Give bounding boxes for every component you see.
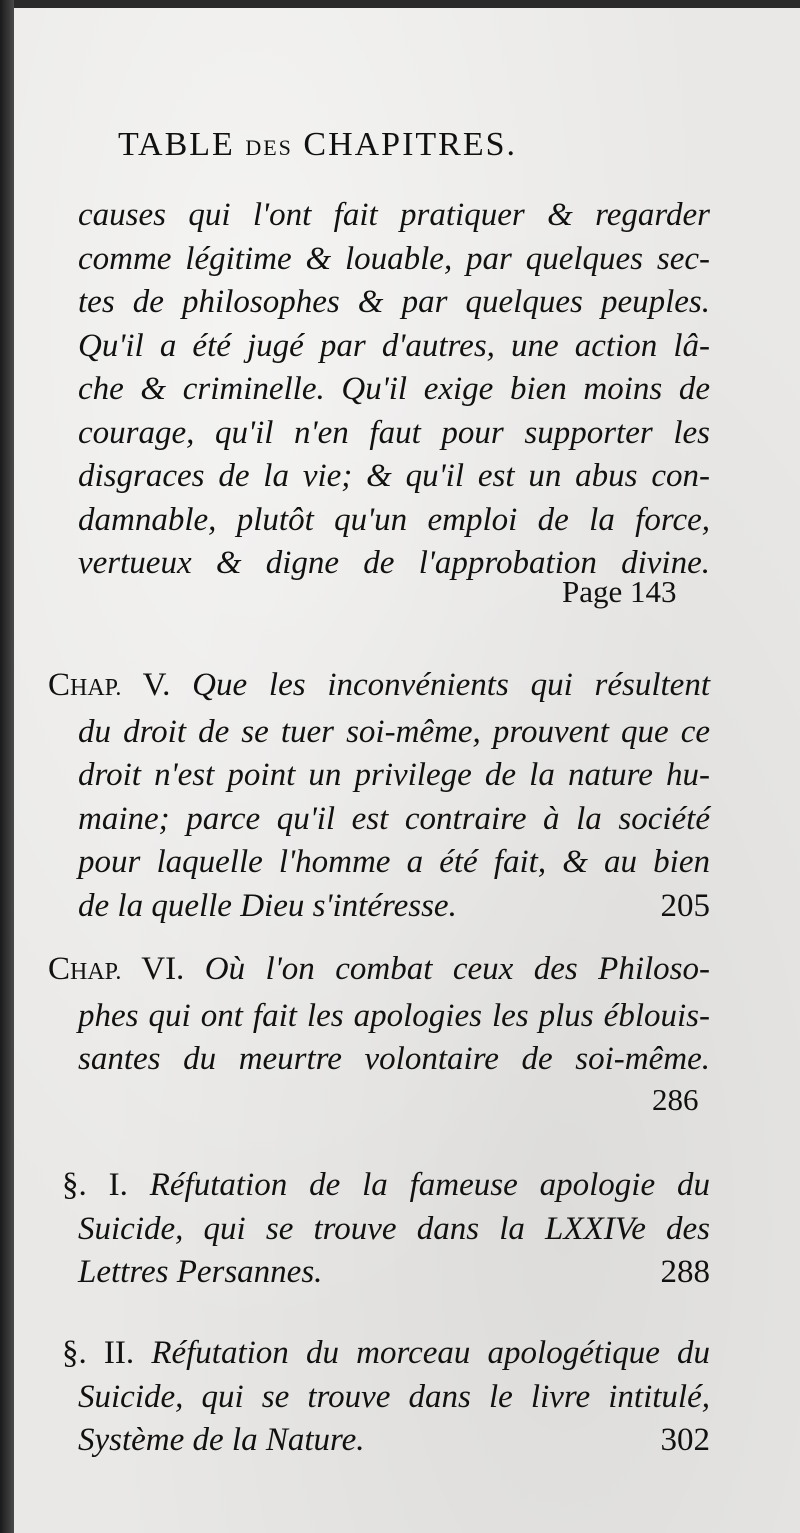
entry-line: Réfutation de la fameuse apologie du <box>149 1167 710 1203</box>
toc-entry-chap-vi <box>48 948 710 1082</box>
entry-line: che & criminelle. Qu'il exige bien moins de <box>78 371 710 407</box>
entry-line: comme légitime & louable, par quelques sec- <box>78 240 710 277</box>
page-reference: 286 <box>652 1082 699 1117</box>
section-label: §. II. <box>62 1335 135 1371</box>
book-page <box>14 8 800 1533</box>
toc-entry-section-ii <box>62 1332 710 1463</box>
entry-line: phes qui ont fait les apologies les plus éblouis- <box>78 997 710 1034</box>
entry-line: maine; parce qu'il est contraire à la société <box>78 800 710 837</box>
page-reference: 288 <box>660 1254 710 1290</box>
toc-entry-section-i <box>62 1164 710 1295</box>
entry-first-line <box>48 664 710 711</box>
entry-line: courage, qu'il n'en faut pour supporter les <box>78 414 710 451</box>
entry-line: vertueux & digne de l'approbation divine. <box>78 545 710 581</box>
entry-line: santes du meurtre volontaire de soi-même. <box>78 1041 710 1077</box>
page-reference: 302 <box>660 1422 710 1458</box>
entry-line: Où l'on combat ceux des Philoso- <box>204 951 710 987</box>
entry-line: Suicide, qui se trouve dans le livre intitulé, <box>78 1378 710 1415</box>
entry-line: du droit de se tuer soi-même, prouvent que ce <box>78 713 710 750</box>
chapter-label: CHAP. V. <box>48 667 171 703</box>
entry-line: Réfutation du morceau apologétique du <box>151 1335 711 1371</box>
page-reference: Page 143 <box>562 574 677 609</box>
page-reference: 205 <box>660 887 710 924</box>
section-label: §. I. <box>62 1167 128 1203</box>
header-chapitres: CHAPITRES. <box>303 126 518 163</box>
entry-line: tes de philosophes & par quelques peuples. <box>78 284 710 320</box>
entry-first-line <box>62 1332 710 1376</box>
entry-line: Qu'il a été jugé par d'autres, une action lâ- <box>78 327 710 364</box>
entry-line: causes qui l'ont fait pratiquer & regarder <box>78 197 710 233</box>
entry-line: disgraces de la vie; & qu'il est un abus con- <box>78 458 710 494</box>
entry-line: de la quelle Dieu s'intéresse. <box>78 887 457 924</box>
entry-line: Suicide, qui se trouve dans la LXXIVe des <box>78 1210 710 1247</box>
header-des: DES <box>245 135 293 160</box>
entry-line: droit n'est point un privilege de la nature hu- <box>78 757 710 793</box>
entry-line: Que les inconvénients qui résultent <box>192 667 711 703</box>
entry-line: damnable, plutôt qu'un emploi de la force, <box>78 501 710 538</box>
chapter-label: CHAP. VI. <box>48 951 185 987</box>
header-table: TABLE <box>118 126 235 163</box>
entry-line: pour laquelle l'homme a été fait, & au bien <box>78 844 710 880</box>
running-header <box>118 126 678 164</box>
entry-first-line <box>62 1164 710 1208</box>
toc-entry-chap-v <box>48 664 710 928</box>
toc-entry-continuation <box>78 194 710 586</box>
entry-first-line <box>48 948 710 995</box>
page-edge-shadow <box>0 0 14 1533</box>
entry-line: Lettres Persannes. <box>78 1254 323 1290</box>
entry-line: Système de la Nature. <box>78 1422 365 1458</box>
